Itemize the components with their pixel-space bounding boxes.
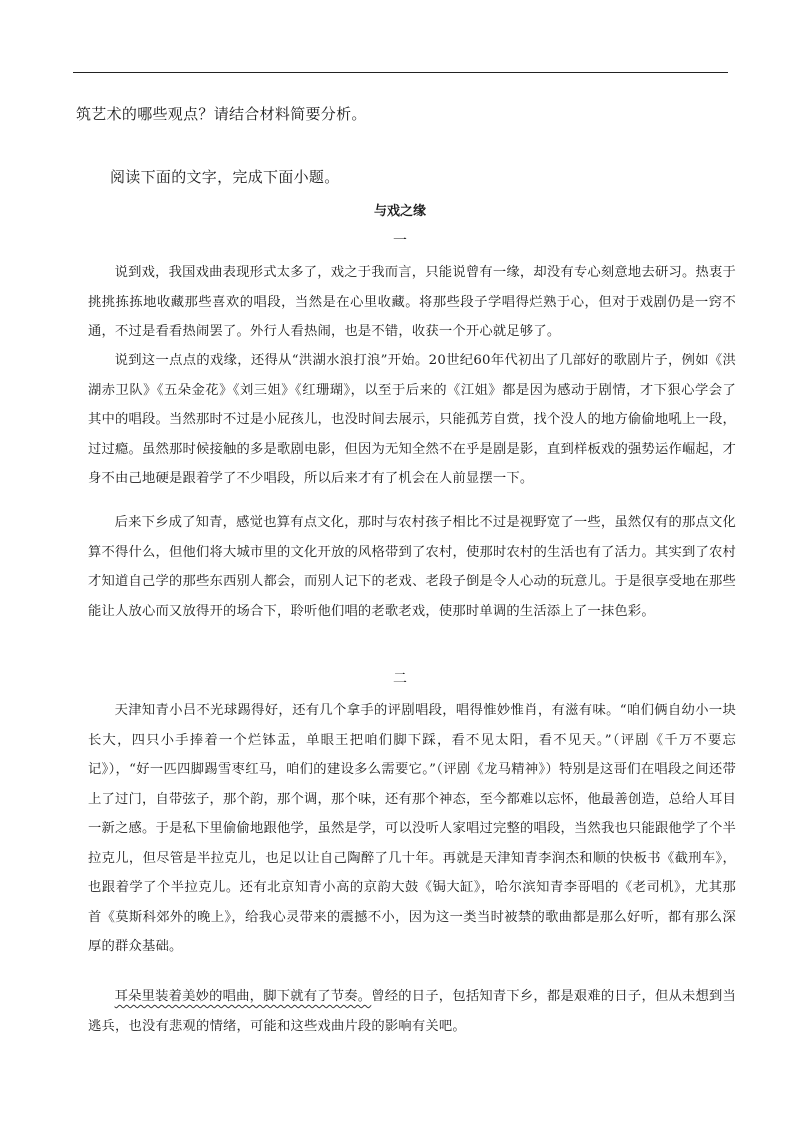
article-title: 与戏之缘: [373, 204, 426, 219]
question-tail: 筑艺术的哪些观点？请结合材料简要分析。: [76, 105, 367, 123]
paragraph-1: 说到戏，我国戏曲表现形式太多了，戏之于我而言，只能说曾有一缘，却没有专心刻意地去研习。热衷于挑挑拣拣地收藏那些喜欢的唱段，当然是在心里收藏。将那些段子学唱得烂熟于心，但对于戏剧仍是一窍不通，不过是看看热闹罢了。外行人看热闹，也是不错，收获一个开心就足够了。: [88, 265, 736, 339]
paragraph-4: 天津知青小吕不光球踢得好，还有几个拿手的评剧唱段，唱得惟妙惟肖，有滋有味。“咱们俩自幼小一块长大，四只小手捧着一个烂钵盂，单眼王把咱们脚下踩，看不见太阳，看不见天。”（评剧《千万不要忘记》），“好一匹四脚踢雪枣红马，咱们的建设多么需要它。”（评剧《龙马精神》）特别是这哥们在唱段之间还带上了过门，自带弦子，那个韵，那个调，那个味，还有那个神态，至今都难以忘怀，他最善创造，总给人耳目一新之感。于是私下里偷偷地跟他学，虽然是学，可以没听人家唱过完整的唱段，当然我也只能跟他学了个半拉克儿，但尽管是半拉克儿，也足以让自己陶醉了几十年。再就是天津知青李润杰和顺的快板书《截刑车》，也跟着学了个半拉克儿。还有北京知青小高的京韵大鼓《锔大缸》，哈尔滨知青李哥唱的《老司机》，尤其那首《莫斯科郊外的晚上》，给我心灵带来的震撼不小，因为这一类当时被禁的歌曲都是那么好听，都有那么深厚的群众基础。: [88, 703, 736, 954]
paragraph-5-rest: 曾经的日子，包括知青下乡，都是艰难的日子，但从未想到当逃兵，也没有悲观的情绪，可能和这些戏曲片段的影响有关吧。: [88, 989, 736, 1034]
paragraph-2: 说到这一点点的戏缘，还得从“洪湖水浪打浪”开始。20世纪60年代初出了几部好的歌剧片子，例如《洪湖赤卫队》《五朵金花》《刘三姐》《红珊瑚》，以至于后来的《江姐》都是因为感动于剧情，才下狠心学会了其中的唱段。当然那时不过是小屁孩儿，也没时间去展示，只能孤芳自赏，找个没人的地方偷偷地吼上一段，过过瘾。虽然那时候接触的多是歌剧电影，但因为无知全然不在乎是剧是影，直到样板戏的强势运作崛起，才身不由己地硬是跟着学了不少唱段，所以后来才有了机会在人前显摆一下。: [88, 353, 736, 486]
section-number-2: 二: [393, 671, 407, 687]
reading-instruction: 阅读下面的文字，完成下面小题。: [110, 168, 340, 186]
underlined-sentence: 耳朵里装着美妙的唱曲，脚下就有了节奏。: [114, 989, 372, 1004]
paragraph-5: [88, 982, 736, 1041]
header-rule: [73, 72, 728, 73]
section-number-1: 一: [393, 233, 407, 249]
paragraph-3: 后来下乡成了知青，感觉也算有点文化，那时与农村孩子相比不过是视野宽了一些，虽然仅有的那点文化算不得什么，但他们将大城市里的文化开放的风格带到了农村，使那时农村的生活也有了活力。其实到了农村才知道自己学的那些东西别人都会，而别人记下的老戏、老段子倒是令人心动的玩意儿。于是很享受地在那些能让人放心而又放得开的场合下，聆听他们唱的老歌老戏，使那时单调的生活添上了一抹色彩。: [88, 515, 736, 619]
